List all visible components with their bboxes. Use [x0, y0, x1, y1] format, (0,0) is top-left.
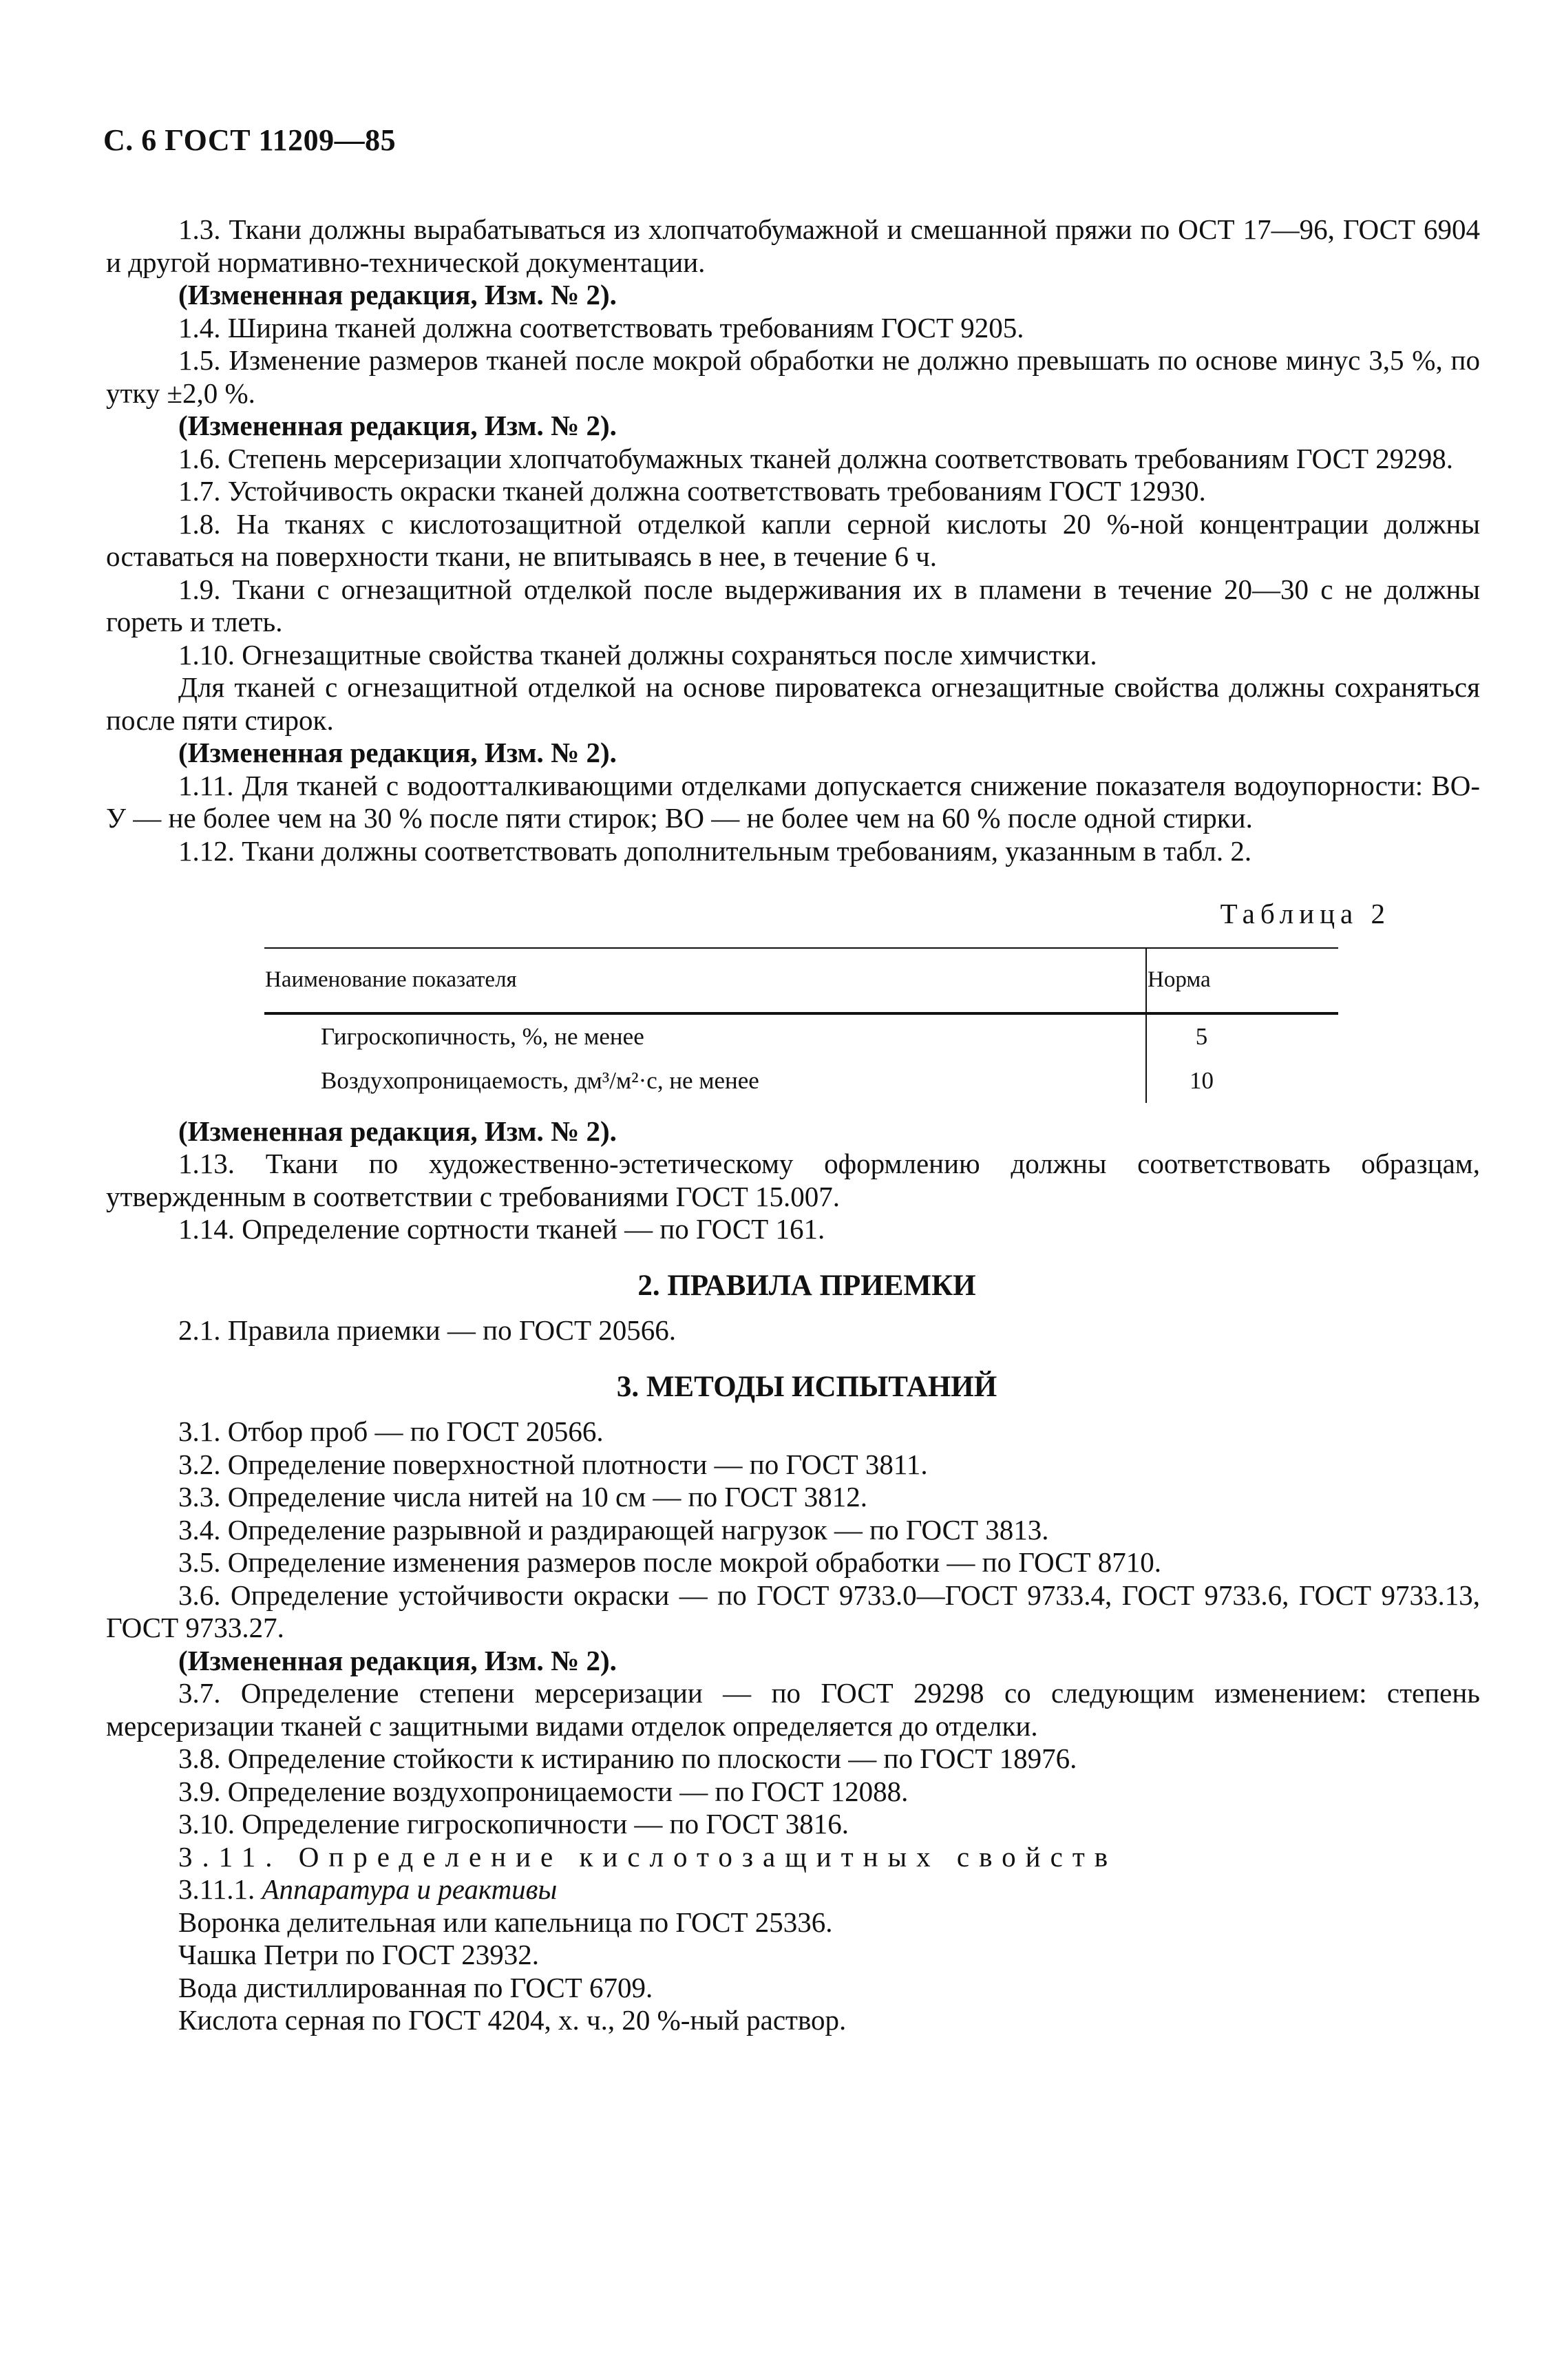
clause-1-10: 1.10. Огнезащитные свойства тканей должны сохраняться после химчистки.	[178, 638, 1097, 671]
table-cell-norm: 10	[1189, 1066, 1214, 1094]
clause-3-2: 3.2. Определение поверхностной плотности — по ГОСТ 3811.	[178, 1448, 928, 1480]
table-cell-norm: 5	[1195, 1022, 1208, 1050]
clause-3-11-1-title: Аппаратура и реактивы	[262, 1873, 558, 1905]
clause-1-5: 1.5. Изменение размеров тканей после мокрой обработки не должно превышать по основе минус 3,5 %, по утку ±2,0 %.	[106, 344, 1480, 409]
clause-3-1: 3.1. Отбор проб — по ГОСТ 20566.	[178, 1415, 604, 1447]
amendment-note: (Измененная редакция, Изм. № 2).	[178, 737, 617, 768]
table-header-row	[264, 948, 1338, 1013]
clause-1-14: 1.14. Определение сортности тканей — по ГОСТ 161.	[178, 1213, 825, 1245]
reagent-item: Вода дистиллированная по ГОСТ 6709.	[178, 1971, 653, 2003]
section-title-acceptance: 2. ПРАВИЛА ПРИЕМКИ	[637, 1269, 976, 1302]
section-title-test-methods: 3. МЕТОДЫ ИСПЫТАНИЙ	[616, 1370, 997, 1403]
clause-3-11-1-heading	[106, 1873, 1480, 1906]
requirements-table	[264, 947, 1338, 1103]
clause-1-10-continued: Для тканей с огнезащитной отделкой на основе пироватекса огнезащитные свойства должны сохраняться после пяти стирок.	[106, 671, 1480, 736]
clause-3-5: 3.5. Определение изменения размеров после мокрой обработки — по ГОСТ 8710.	[178, 1546, 1162, 1578]
amendment-note: (Измененная редакция, Изм. № 2).	[178, 1644, 617, 1676]
reagent-item: Воронка делительная или капельница по ГОСТ 25336.	[178, 1906, 833, 1938]
amendment-note: (Измененная редакция, Изм. № 2).	[178, 1115, 617, 1147]
clause-1-13: 1.13. Ткани по художественно-эстетическому оформлению должны соответствовать образцам, утвержденным в соответствии с требованиями ГОСТ 15.007.	[106, 1148, 1480, 1212]
table-caption: Таблица 2	[1220, 898, 1391, 929]
amendment-note: (Измененная редакция, Изм. № 2).	[178, 279, 617, 310]
clause-1-12: 1.12. Ткани должны соответствовать дополнительным требованиям, указанным в табл. 2.	[178, 834, 1252, 867]
table-cell-indicator: Воздухопроницаемость, дм³/м²·с, не менее	[264, 1059, 1146, 1103]
reagent-item: Кислота серная по ГОСТ 4204, х. ч., 20 %-ный раствор.	[178, 2004, 847, 2036]
clause-3-7: 3.7. Определение степени мерсеризации — по ГОСТ 29298 со следующим изменением: степень мерсеризации тканей с защитными видами отделок определяется до отделки.	[106, 1677, 1480, 1742]
clause-3-11-heading: 3.11. Определение кислотозащитных свойств	[178, 1840, 1118, 1873]
clause-3-9: 3.9. Определение воздухопроницаемости — по ГОСТ 12088.	[178, 1775, 909, 1807]
clause-1-4: 1.4. Ширина тканей должна соответствовать требованиям ГОСТ 9205.	[178, 311, 1024, 344]
clause-1-7: 1.7. Устойчивость окраски тканей должна соответствовать требованиям ГОСТ 12930.	[178, 475, 1206, 507]
reagent-item: Чашка Петри по ГОСТ 23932.	[178, 1939, 539, 1970]
clause-1-6: 1.6. Степень мерсеризации хлопчатобумажных тканей должна соответствовать требованиям ГОСТ 29298.	[178, 442, 1454, 474]
page-header: С. 6 ГОСТ 11209—85	[103, 123, 397, 157]
column-header-indicator: Наименование показателя	[264, 948, 1146, 1013]
clause-1-11: 1.11. Для тканей с водоотталкивающими отделками допускается снижение показателя водоупорности: ВО-У — не более чем на 30 % после пяти стирок; ВО — не более чем на 60 % после одной стирки.	[106, 769, 1480, 834]
clause-1-9: 1.9. Ткани с огнезащитной отделкой после выдерживания их в пламени в течение 20—30 с не должны гореть и тлеть.	[106, 573, 1480, 638]
clause-2-1: 2.1. Правила приемки — по ГОСТ 20566.	[178, 1314, 677, 1346]
clause-3-4: 3.4. Определение разрывной и раздирающей нагрузок — по ГОСТ 3813.	[178, 1513, 1049, 1546]
clause-1-3: 1.3. Ткани должны вырабатываться из хлопчатобумажной и смешанной пряжи по ОСТ 17—96, ГОСТ 6904 и другой нормативно-технической документации.	[106, 213, 1480, 278]
column-header-norm: Норма	[1146, 948, 1338, 1013]
clause-3-8: 3.8. Определение стойкости к истиранию по плоскости — по ГОСТ 18976.	[178, 1742, 1077, 1774]
table-row	[264, 1059, 1338, 1103]
clause-3-3: 3.3. Определение числа нитей на 10 см — по ГОСТ 3812.	[178, 1481, 868, 1513]
table-row	[264, 1013, 1338, 1059]
clause-3-10: 3.10. Определение гигроскопичности — по ГОСТ 3816.	[178, 1808, 849, 1840]
clause-3-6: 3.6. Определение устойчивости окраски — по ГОСТ 9733.0—ГОСТ 9733.4, ГОСТ 9733.6, ГОСТ 9733.13, ГОСТ 9733.27.	[106, 1579, 1480, 1643]
amendment-note: (Измененная редакция, Изм. № 2).	[178, 410, 617, 441]
clause-3-11-1-number: 3.11.1.	[178, 1873, 255, 1905]
clause-1-8: 1.8. На тканях с кислотозащитной отделкой капли серной кислоты 20 %-ной концентрации должны оставаться на поверхности ткани, не впитываясь в нее, в течение 6 ч.	[106, 507, 1480, 572]
document-body	[106, 213, 1480, 2037]
table-cell-indicator: Гигроскопичность, %, не менее	[264, 1013, 1146, 1059]
